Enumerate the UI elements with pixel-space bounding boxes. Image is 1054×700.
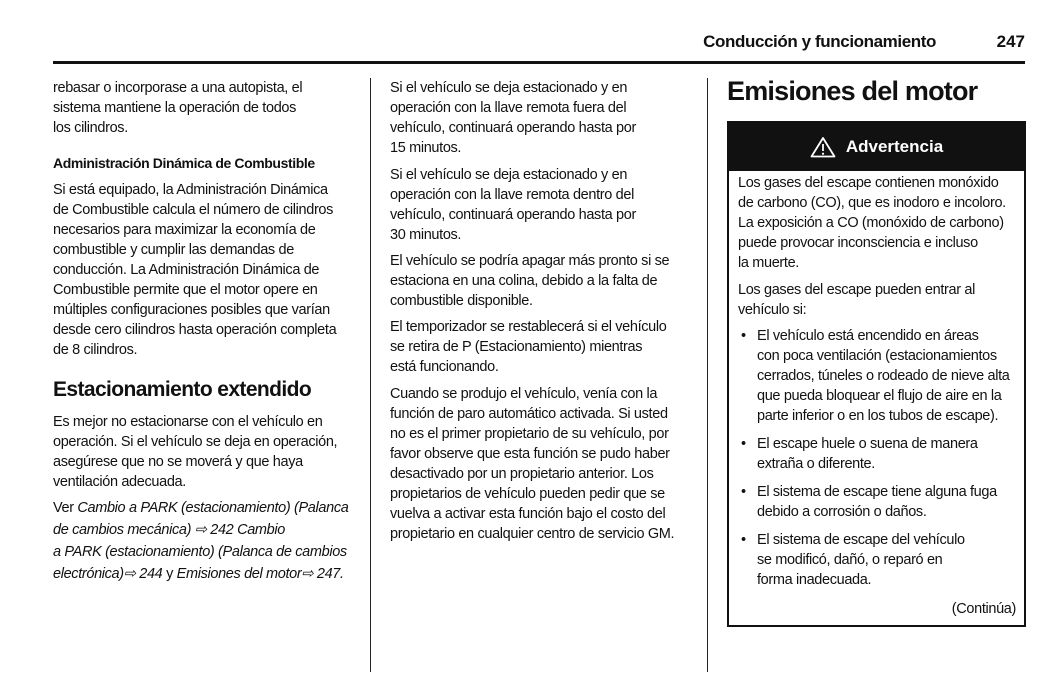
text-line: se retira de P (Estacionamiento) mientras bbox=[390, 339, 643, 355]
text-line: ventilación adecuada. bbox=[53, 474, 186, 490]
text-line: La exposición a CO (monóxido de carbono) bbox=[738, 215, 1004, 231]
text-line: El sistema de escape del vehículo bbox=[757, 532, 965, 548]
list-item-text bbox=[757, 326, 1009, 426]
text-line: la muerte. bbox=[738, 255, 799, 271]
list-item-text bbox=[757, 530, 965, 590]
ref-page[interactable]: 244 bbox=[135, 566, 163, 582]
warning-triangle-icon bbox=[810, 136, 836, 158]
list-item bbox=[738, 434, 1016, 474]
text-line: vuelva a activar esta función bajo el costo del bbox=[390, 506, 666, 522]
paragraph bbox=[738, 173, 1016, 273]
text-line: propietario en cualquier centro de servicio GM. bbox=[390, 526, 675, 542]
page-number: 247 bbox=[996, 32, 1025, 51]
list-item-text bbox=[757, 434, 978, 474]
text-line: Los gases del escape contienen monóxido bbox=[738, 175, 999, 191]
bullet-icon: • bbox=[741, 436, 746, 452]
list-item-text bbox=[757, 482, 997, 522]
text-line: asegúrese que no se moverá y que haya bbox=[53, 454, 303, 470]
bullet-icon: • bbox=[741, 532, 746, 548]
text-line: Los gases del escape pueden entrar al bbox=[738, 282, 975, 298]
warning-header bbox=[729, 123, 1024, 171]
text-line: forma inadecuada. bbox=[757, 572, 872, 588]
page-arrow-icon: ⇨ bbox=[123, 566, 136, 582]
list-item bbox=[738, 326, 1016, 426]
ref-page[interactable]: 247. bbox=[313, 566, 344, 582]
text-line: 15 minutos. bbox=[390, 140, 462, 156]
column-3 bbox=[727, 74, 1027, 108]
text-line: desde cero cilindros hasta operación completa bbox=[53, 322, 337, 338]
text-line: los cilindros. bbox=[53, 120, 128, 136]
text-line: operación. Si el vehículo se deja en operación, bbox=[53, 434, 338, 450]
text-line: combustible disponible. bbox=[390, 293, 533, 309]
ref-link[interactable]: Emisiones del motor bbox=[176, 566, 302, 582]
text-line: estaciona en una colina, debido a la falta de bbox=[390, 273, 658, 289]
text-line: con poca ventilación (estacionamientos bbox=[757, 348, 997, 364]
cross-reference bbox=[53, 497, 358, 585]
paragraph bbox=[390, 251, 695, 311]
text-line: Si el vehículo se deja estacionado y en bbox=[390, 167, 628, 183]
ref-link[interactable]: a PARK (estacionamiento) (Palanca de cambios bbox=[53, 544, 347, 560]
text-line: no es el primer propietario de su vehículo, por bbox=[390, 426, 669, 442]
section-heading: Estacionamiento extendido bbox=[53, 378, 312, 401]
text-line: de Combustible calcula el número de cilindros bbox=[53, 202, 334, 218]
bullet-icon: • bbox=[741, 328, 746, 344]
text-line: función de paro automático activada. Si usted bbox=[390, 406, 668, 422]
column-2 bbox=[390, 78, 695, 544]
text-line: debido a corrosión o daños. bbox=[757, 504, 927, 520]
ref-page[interactable]: 242 Cambio bbox=[206, 522, 285, 538]
text-line: que pueda bloquear el flujo de aire en la bbox=[757, 388, 1002, 404]
page-arrow-icon: ⇨ bbox=[194, 522, 207, 538]
header-rule bbox=[53, 61, 1025, 64]
ref-prefix: Ver bbox=[53, 500, 78, 516]
section-heading: Emisiones del motor bbox=[727, 76, 978, 106]
ref-link[interactable]: electrónica) bbox=[53, 566, 124, 582]
bullet-icon: • bbox=[741, 484, 746, 500]
paragraph bbox=[390, 317, 695, 377]
text-line: vehículo, continuará operando hasta por bbox=[390, 207, 636, 223]
text-line: de 8 cilindros. bbox=[53, 342, 138, 358]
continued-label: (Continúa) bbox=[951, 601, 1016, 617]
text-line: sistema mantiene la operación de todos bbox=[53, 100, 297, 116]
list-item bbox=[738, 530, 1016, 590]
paragraph bbox=[738, 280, 1016, 320]
list-item bbox=[738, 482, 1016, 522]
text-line: operación con la llave remota dentro del bbox=[390, 187, 634, 203]
text-line: Combustible permite que el motor opere en bbox=[53, 282, 318, 298]
page-arrow-icon: ⇨ bbox=[301, 566, 314, 582]
text-line: de carbono (CO), que es inodoro e incoloro. bbox=[738, 195, 1006, 211]
paragraph bbox=[390, 384, 695, 544]
text-line: El vehículo está encendido en áreas bbox=[757, 328, 979, 344]
text-line: se modificó, dañó, o reparó en bbox=[757, 552, 943, 568]
text-line: combustible y cumplir las demandas de bbox=[53, 242, 294, 258]
running-header-section: Conducción y funcionamiento bbox=[703, 32, 936, 51]
text-line: Si el vehículo se deja estacionado y en bbox=[390, 80, 628, 96]
text-line: vehículo, continuará operando hasta por bbox=[390, 120, 636, 136]
column-1 bbox=[53, 78, 358, 585]
paragraph bbox=[53, 412, 358, 492]
ref-conjunction: y bbox=[162, 566, 177, 582]
text-line: necesarios para maximizar la economía de bbox=[53, 222, 316, 238]
text-line: propietarios de vehículo pueden pedir que se bbox=[390, 486, 665, 502]
text-line: El escape huele o suena de manera bbox=[757, 436, 978, 452]
text-line: El temporizador se restablecerá si el vehículo bbox=[390, 319, 667, 335]
text-line: rebasar o incorporase a una autopista, el bbox=[53, 80, 303, 96]
text-line: El sistema de escape tiene alguna fuga bbox=[757, 484, 997, 500]
paragraph bbox=[53, 180, 358, 360]
text-line: operación con la llave remota fuera del bbox=[390, 100, 627, 116]
text-line: 30 minutos. bbox=[390, 227, 462, 243]
text-line: Si está equipado, la Administración Dinámica bbox=[53, 182, 328, 198]
text-line: cerrados, túneles o rodeado de nieve alta bbox=[757, 368, 1010, 384]
text-line: Es mejor no estacionarse con el vehículo en bbox=[53, 414, 323, 430]
ref-link[interactable]: de cambios mecánica) bbox=[53, 522, 192, 538]
warning-box bbox=[727, 121, 1026, 627]
column-divider bbox=[707, 78, 708, 672]
text-line: vehículo si: bbox=[738, 302, 807, 318]
text-line: está funcionando. bbox=[390, 359, 499, 375]
warning-label: Advertencia bbox=[845, 137, 944, 156]
paragraph bbox=[53, 78, 358, 138]
text-line: desactivado por un propietario anterior. Los bbox=[390, 466, 654, 482]
text-line: parte inferior o en los tubos de escape). bbox=[757, 408, 999, 424]
text-line: Cuando se produjo el vehículo, venía con la bbox=[390, 386, 658, 402]
paragraph bbox=[390, 78, 695, 158]
text-line: conducción. La Administración Dinámica de bbox=[53, 262, 320, 278]
paragraph bbox=[390, 165, 695, 245]
text-line: puede provocar inconsciencia e incluso bbox=[738, 235, 978, 251]
subheading: Administración Dinámica de Combustible bbox=[53, 155, 315, 171]
column-divider bbox=[370, 78, 371, 672]
text-line: extraña o diferente. bbox=[757, 456, 875, 472]
text-line: favor observe que esta función se pudo haber bbox=[390, 446, 670, 462]
ref-link[interactable]: Cambio a PARK (estacionamiento) (Palanca bbox=[77, 500, 349, 516]
text-line: múltiples configuraciones posibles que varían bbox=[53, 302, 330, 318]
text-line: El vehículo se podría apagar más pronto si se bbox=[390, 253, 670, 269]
